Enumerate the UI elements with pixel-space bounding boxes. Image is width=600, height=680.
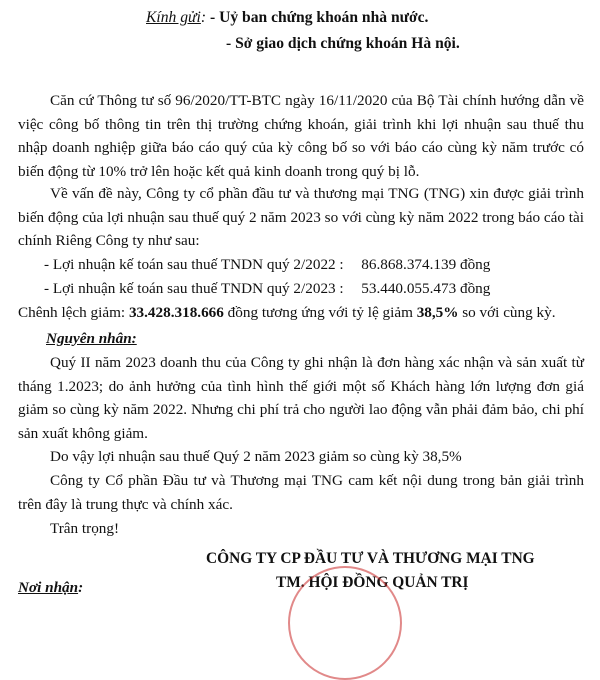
signature-board: TM. HỘI ĐỒNG QUẢN TRỊ (276, 574, 469, 591)
conclusion-line: Do vậy lợi nhuận sau thuế Quý 2 năm 2023 giảm so cùng kỳ 38,5% (50, 448, 462, 465)
footer-recipients (18, 576, 83, 600)
recipients-colon: : (200, 9, 207, 26)
difference-percent: 38,5% (416, 304, 459, 321)
difference-line (18, 301, 556, 325)
recipient-line-2 (226, 32, 460, 56)
profit-line-2022 (44, 253, 490, 277)
difference-prefix: Chênh lệch giảm: (18, 304, 129, 321)
difference-suffix: so với cùng kỳ. (458, 304, 556, 321)
recipient-line-1 (146, 6, 428, 30)
company-seal-stamp (288, 566, 402, 680)
profit-label-2022: - Lợi nhuận kế toán sau thuế TNDN quý 2/2022 : (44, 256, 344, 273)
recipients-label: Kính gửi (146, 9, 201, 26)
difference-amount: 33.428.318.666 (128, 304, 224, 321)
recipient-hnx: - Sở giao dịch chứng khoán Hà nội. (226, 35, 460, 52)
closing-greeting: Trân trọng! (50, 520, 120, 537)
commitment-paragraph: Công ty Cổ phần Đầu tư và Thương mại TNG cam kết nội dung trong bản giải trình trên đây là trung thực và chính xác. (18, 472, 584, 513)
footer-recipients-label: Nơi nhận (18, 579, 79, 596)
paragraph-legal-basis: Căn cứ Thông tư số 96/2020/TT-BTC ngày 16/11/2020 của Bộ Tài chính hướng dẫn về việc công bố thông tin trên thị trường chứng khoán, giải trình khi lợi nhuận sau thuế thu nhập doanh nghiệp giữa báo cáo quý của kỳ công bố so với báo cáo cùng kỳ năm trước có biến động từ 10% trở lên hoặc kết quả kinh doanh trong quý bị lỗ. (18, 92, 584, 180)
profit-value-2022: 86.868.374.139 đồng (361, 256, 491, 273)
signature-company: CÔNG TY CP ĐẦU TƯ VÀ THƯƠNG MẠI TNG (206, 550, 535, 567)
recipient-ssc: - Uỷ ban chứng khoán nhà nước. (209, 9, 429, 26)
profit-line-2023 (44, 277, 490, 301)
footer-recipients-colon: : (78, 579, 84, 596)
profit-label-2023: - Lợi nhuận kế toán sau thuế TNDN quý 2/2023 : (44, 280, 344, 297)
difference-middle: đồng tương ứng với tỷ lệ giảm (223, 304, 417, 321)
reason-paragraph: Quý II năm 2023 doanh thu của Công ty ghi nhận là đơn hàng xác nhận và sản xuất từ tháng 1.2023; do ảnh hưởng của tình hình thế giới một số Khách hàng lớn lượng đơn giá giảm so cùng kỳ năm 2022. Nhưng chi phí trả cho người lao động vẫn phải đảm bảo, chi phí sản xuất không giảm. (18, 354, 584, 442)
reason-heading: Nguyên nhân: (46, 330, 137, 347)
paragraph-explanation-intro: Về vấn đề này, Công ty cổ phần đầu tư và thương mại TNG (TNG) xin được giải trình biến động của lợi nhuận sau thuế quý 2 năm 2023 so với cùng kỳ năm 2022 trong báo cáo tài chính Riêng Công ty như sau: (18, 185, 584, 250)
profit-value-2023: 53.440.055.473 đồng (361, 280, 491, 297)
